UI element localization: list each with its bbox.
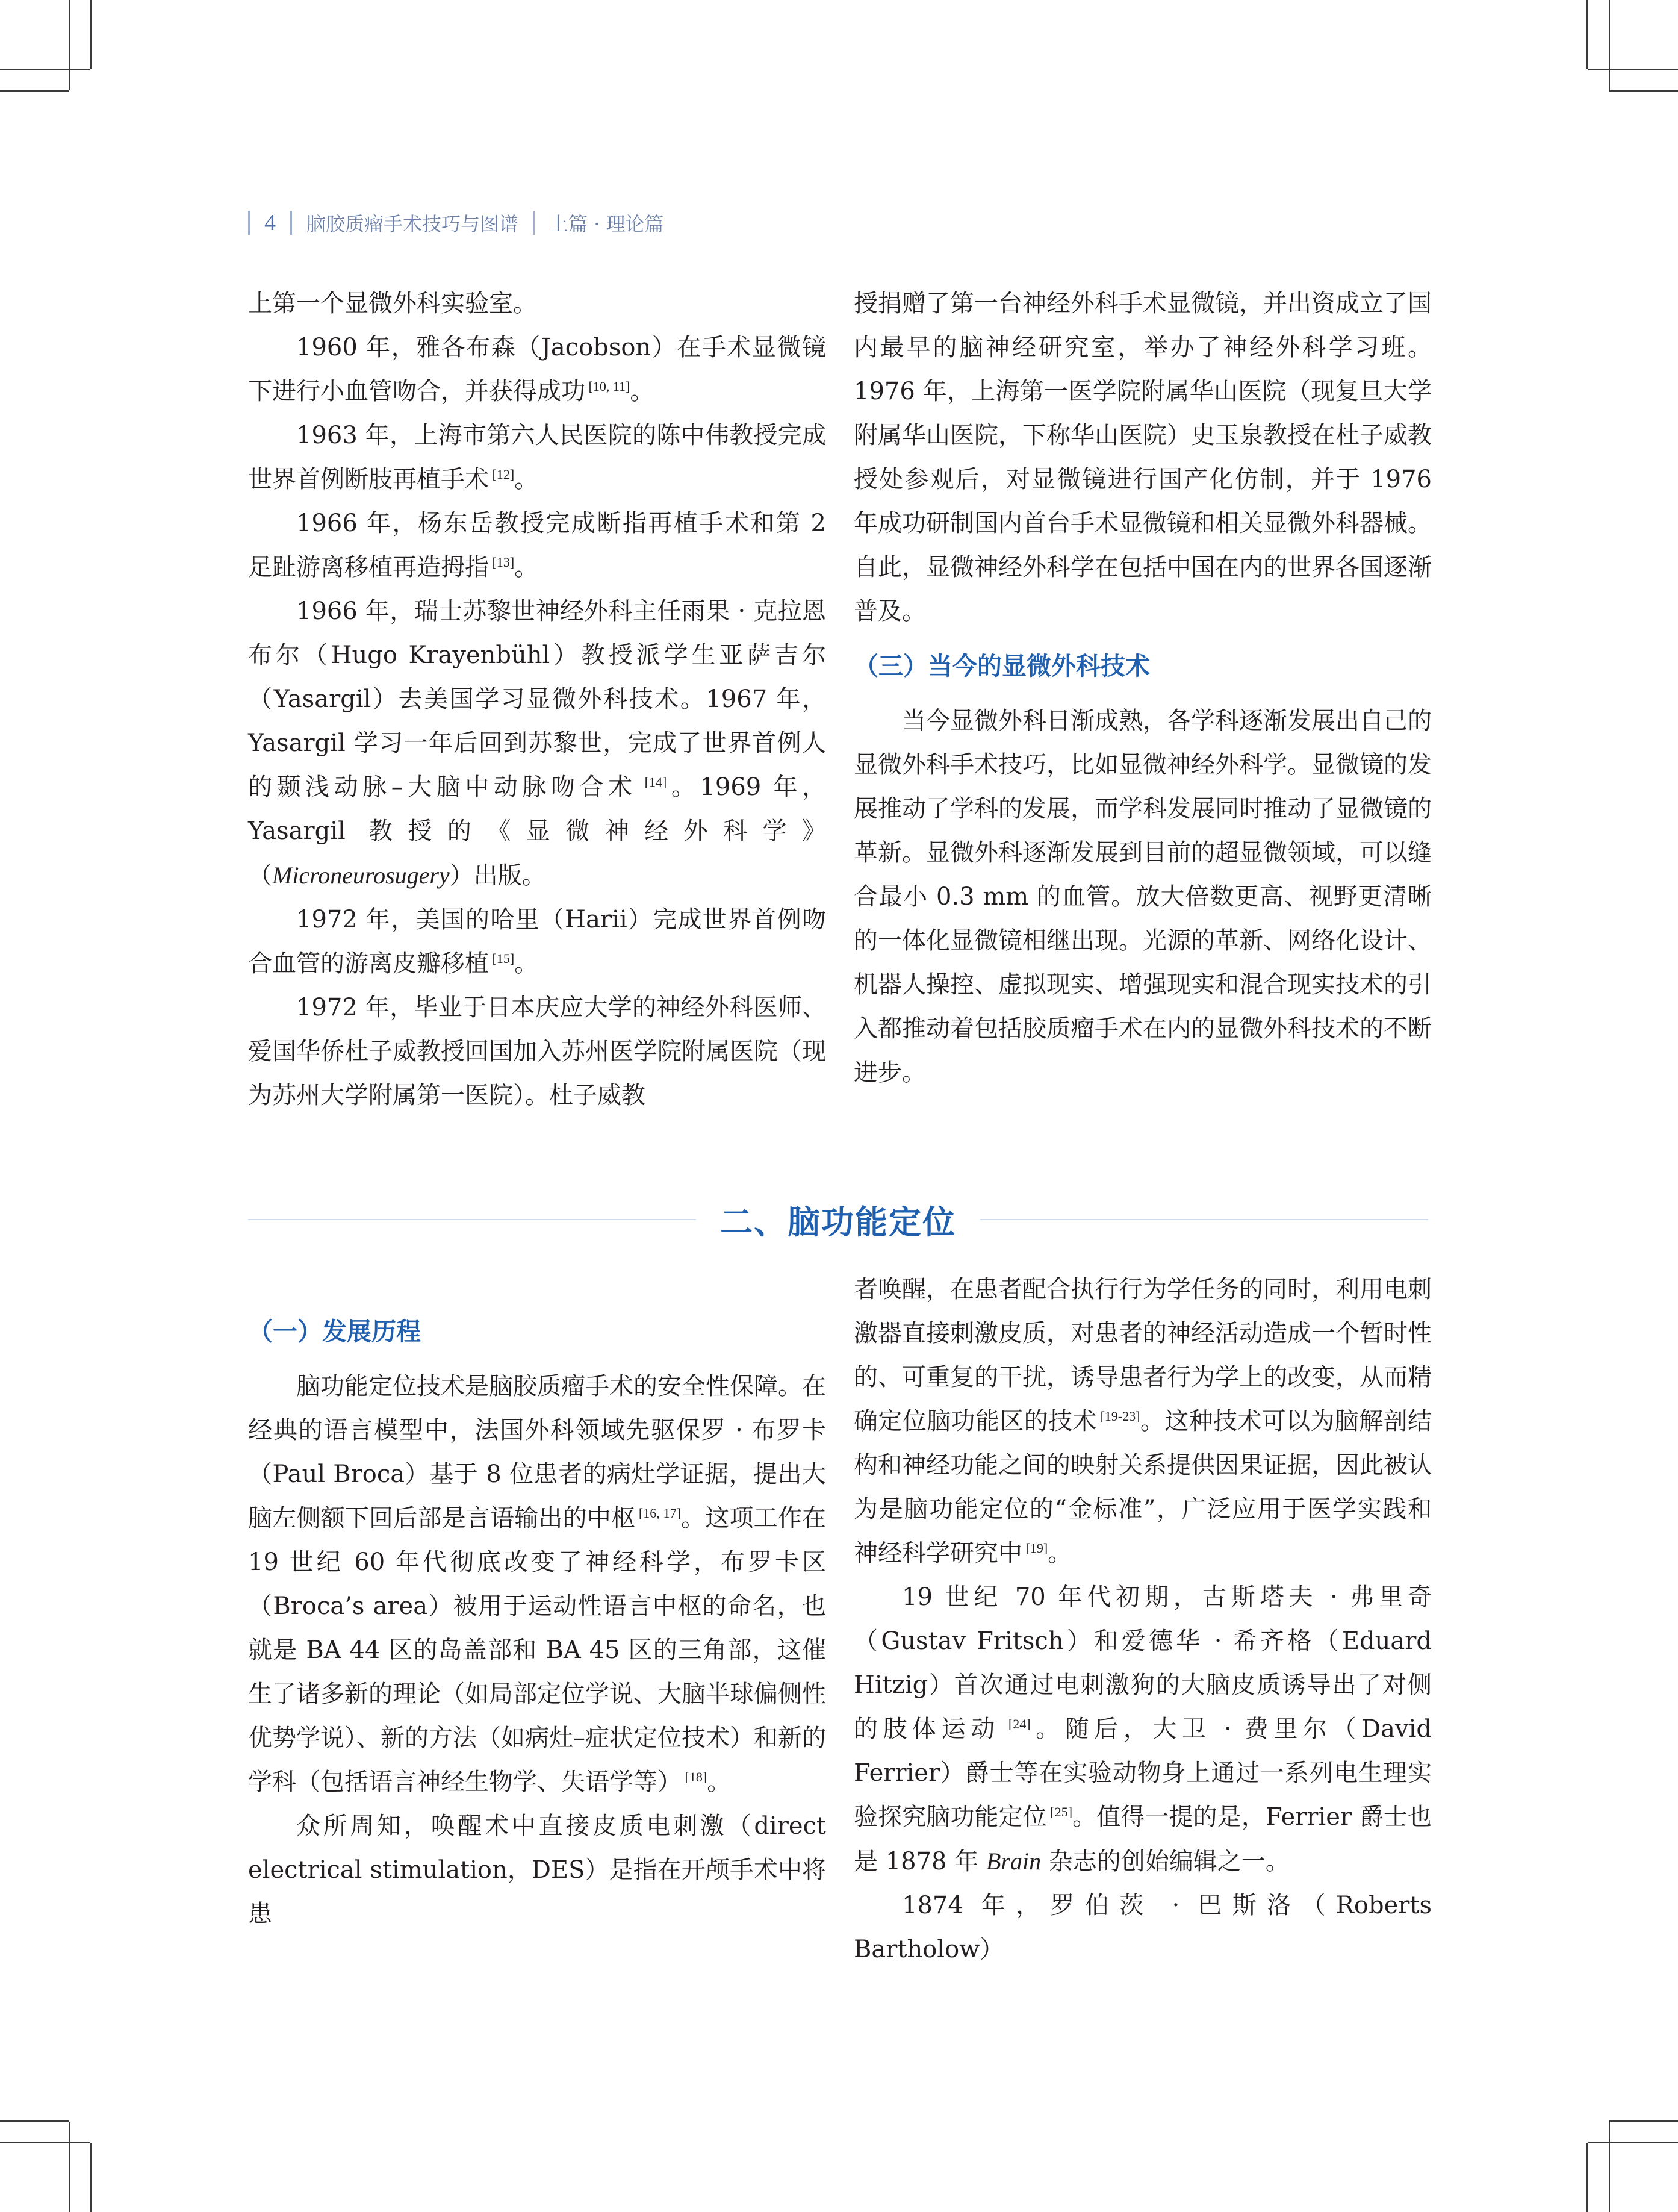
paragraph-text: 1963 年，上海市第六人民医院的陈中伟教授完成世界首例断肢再植手术 bbox=[248, 422, 826, 493]
citation-ref: [10, 11] bbox=[585, 379, 630, 394]
paragraph-text: 1972 年，美国的哈里（Harii）完成世界首例吻合血管的游离皮瓣移植 bbox=[248, 906, 826, 977]
citation-ref: [24] bbox=[999, 1716, 1031, 1731]
body-paragraph bbox=[248, 502, 826, 590]
italic-title: Brain bbox=[986, 1848, 1042, 1875]
crop-mark bbox=[69, 2122, 70, 2212]
paragraph-text: 。这项工作在 19 世纪 60 年代彻底改变了神经科学，布罗卡区（Broca’s area）被用于运动性语言中枢的命名，也就是 BA 44 区的岛盖部和 BA 45 区的三角部，这催生了诸多新的理论（如局部定位学说、大脑半球偏侧性优势学说）、新的方法（如病灶–症状定位技术）和新的学科（包括语言神经生物学、失语学等） bbox=[248, 1504, 827, 1796]
crop-mark bbox=[90, 2143, 92, 2212]
citation-ref: [14] bbox=[636, 774, 667, 790]
subsection-heading: （一）发展历程 bbox=[248, 1317, 421, 1346]
crop-mark bbox=[1609, 2122, 1610, 2212]
citation-ref: [19-23] bbox=[1096, 1409, 1140, 1424]
heading-rule-left bbox=[248, 1219, 696, 1220]
paragraph-text: ）出版。 bbox=[449, 862, 546, 889]
paragraph-text: 众所周知，唤醒术中直接皮质电刺激（direct electrical stimulation，DES）是指在开颅手术中将患 bbox=[248, 1812, 826, 1928]
paragraph-text: 19 世纪 70 年代初期，古斯塔夫 · 弗里奇（Gustav Fritsch）和爱德华 · 希齐格（Eduard Hitzig）首次通过电刺激狗的大脑皮质诱导出了对侧的肢体运动 bbox=[854, 1583, 1432, 1743]
paragraph-text: 杂志的创始编辑之一。 bbox=[1041, 1848, 1290, 1875]
subsection-heading: （三）当今的显微外科技术 bbox=[854, 652, 1150, 681]
paragraph-text: 。这种技术可以为脑解剖结构和神经功能之间的映射关系提供因果证据，因此被认为是脑功能定位的“金标准”，广泛应用于医学实践和神经科学研究中 bbox=[854, 1407, 1432, 1567]
body-paragraph bbox=[854, 1575, 1432, 1884]
body-paragraph bbox=[854, 282, 1432, 634]
citation-ref: [15] bbox=[489, 951, 515, 966]
header-divider bbox=[533, 211, 535, 235]
citation-ref: [13] bbox=[489, 555, 515, 570]
body-paragraph bbox=[248, 282, 826, 326]
paragraph-text: 授捐赠了第一台神经外科手术显微镜，并出资成立了国内最早的脑神经研究室，举办了神经外科学习班。1976 年，上海第一医学院附属华山医院（现复旦大学附属华山医院，下称华山医院）史玉泉教授在杜子威教授处参观后，对显微镜进行国产化仿制，并于 1976 年成功研制国内首台手术显微镜和相关显微外科器械。自此，显微神经外科学在包括中国在内的世界各国逐渐普及。 bbox=[854, 290, 1432, 625]
running-header bbox=[248, 205, 664, 241]
citation-ref: [18] bbox=[682, 1769, 707, 1784]
body-paragraph bbox=[248, 1365, 826, 1804]
paragraph-text: 1966 年，杨东岳教授完成断指再植手术和第 2 足趾游离移植再造拇指 bbox=[248, 509, 826, 581]
paragraph-text: 1966 年，瑞士苏黎世神经外科主任雨果 · 克拉恩布尔（Hugo Krayenbühl）教授派学生亚萨吉尔（Yasargil）去美国学习显微外科技术。1967 年，Yasargil 学习一年后回到苏黎世，完成了世界首例人的颞浅动脉–大脑中动脉吻合术 bbox=[248, 597, 826, 801]
crop-mark bbox=[0, 2120, 69, 2122]
body-paragraph bbox=[854, 1884, 1432, 1972]
citation-ref: [19] bbox=[1022, 1541, 1048, 1556]
crop-mark bbox=[69, 0, 70, 90]
column-bottom-left bbox=[248, 1310, 826, 1936]
header-divider bbox=[248, 211, 250, 235]
section-heading bbox=[248, 1195, 1428, 1244]
paragraph-text: 。 bbox=[514, 553, 539, 581]
header-divider bbox=[290, 211, 292, 235]
section-title: 二、脑功能定位 bbox=[720, 1203, 956, 1241]
paragraph-text: 。值得一提的是，Ferrier 爵士也是 1878 年 bbox=[854, 1803, 1432, 1875]
crop-mark bbox=[1588, 2142, 1678, 2143]
paragraph-text: 上第一个显微外科实验室。 bbox=[248, 290, 537, 317]
body-paragraph bbox=[854, 1268, 1432, 1575]
paragraph-text: 1972 年，毕业于日本庆应大学的神经外科医师、爱国华侨杜子威教授回国加入苏州医学院附属医院（现为苏州大学附属第一医院）。杜子威教 bbox=[248, 994, 826, 1109]
body-paragraph bbox=[248, 590, 826, 898]
body-paragraph bbox=[248, 326, 826, 414]
paragraph-text: 脑功能定位技术是脑胶质瘤手术的安全性保障。在经典的语言模型中，法国外科领域先驱保罗 · 布罗卡（Paul Broca）基于 8 位患者的病灶学证据，提出大脑左侧额下回后部是言语输出的中枢 bbox=[248, 1372, 826, 1532]
paragraph-text: 。 bbox=[1048, 1539, 1072, 1567]
citation-ref: [16, 17] bbox=[635, 1506, 681, 1521]
crop-mark bbox=[1586, 2143, 1588, 2212]
body-paragraph bbox=[248, 898, 826, 986]
paragraph-text: 当今显微外科日渐成熟，各学科逐渐发展出自己的显微外科手术技巧，比如显微神经外科学。显微镜的发展推动了学科的发展，而学科发展同时推动了显微镜的革新。显微外科逐渐发展到目前的超显微领域，可以缝合最小 0.3 mm 的血管。放大倍数更高、视野更清晰的一体化显微镜相继出现。光源的革新、网络化设计、机器人操控、虚拟现实、增强现实和混合现实技术的引入都推动着包括胶质瘤手术在内的显微外科技术的不断进步。 bbox=[854, 707, 1432, 1086]
paragraph-text: 。 bbox=[514, 950, 539, 977]
book-title: 脑胶质瘤手术技巧与图谱 bbox=[306, 213, 519, 235]
italic-title: Microneurosugery bbox=[272, 862, 450, 889]
crop-mark bbox=[1609, 0, 1610, 90]
citation-ref: [25] bbox=[1046, 1804, 1073, 1819]
paragraph-text: 1874 年，罗伯茨 · 巴斯洛（Roberts Bartholow） bbox=[854, 1892, 1432, 1963]
body-paragraph bbox=[248, 986, 826, 1118]
crop-mark bbox=[90, 0, 92, 69]
paragraph-text: 。 bbox=[630, 378, 654, 405]
crop-mark bbox=[0, 2142, 90, 2143]
paragraph-text: 。 bbox=[707, 1768, 732, 1796]
crop-mark bbox=[1586, 0, 1588, 69]
crop-mark bbox=[1609, 90, 1678, 92]
paragraph-text: 。随后，大卫 · 费里尔（David Ferrier）爵士等在实验动物身上通过一系列电生理实验探究脑功能定位 bbox=[854, 1715, 1432, 1831]
part-title: 上篇 · 理论篇 bbox=[549, 213, 664, 235]
heading-rule-right bbox=[980, 1219, 1428, 1220]
crop-mark bbox=[1588, 69, 1678, 70]
crop-mark bbox=[0, 69, 90, 70]
column-bottom-right bbox=[854, 1268, 1432, 1972]
paragraph-text: 。 bbox=[514, 466, 539, 493]
body-paragraph bbox=[248, 414, 826, 502]
citation-ref: [12] bbox=[489, 467, 515, 482]
column-top-left bbox=[248, 282, 826, 1118]
paragraph-text: 1960 年，雅各布森（Jacobson）在手术显微镜下进行小血管吻合，并获得成功 bbox=[248, 334, 826, 405]
body-paragraph bbox=[248, 1804, 826, 1936]
body-paragraph bbox=[854, 699, 1432, 1095]
paragraph-text: 。1969 年，Yasargil 教授的《显微神经外科学》（ bbox=[248, 773, 827, 889]
crop-mark bbox=[0, 90, 69, 92]
column-top-right bbox=[854, 282, 1432, 1095]
paragraph-text: 者唤醒，在患者配合执行行为学任务的同时，利用电刺激器直接刺激皮质，对患者的神经活动造成一个暂时性的、可重复的干扰，诱导患者行为学上的改变，从而精确定位脑功能区的技术 bbox=[854, 1276, 1432, 1435]
page-number: 4 bbox=[264, 210, 276, 235]
crop-mark bbox=[1609, 2120, 1678, 2122]
